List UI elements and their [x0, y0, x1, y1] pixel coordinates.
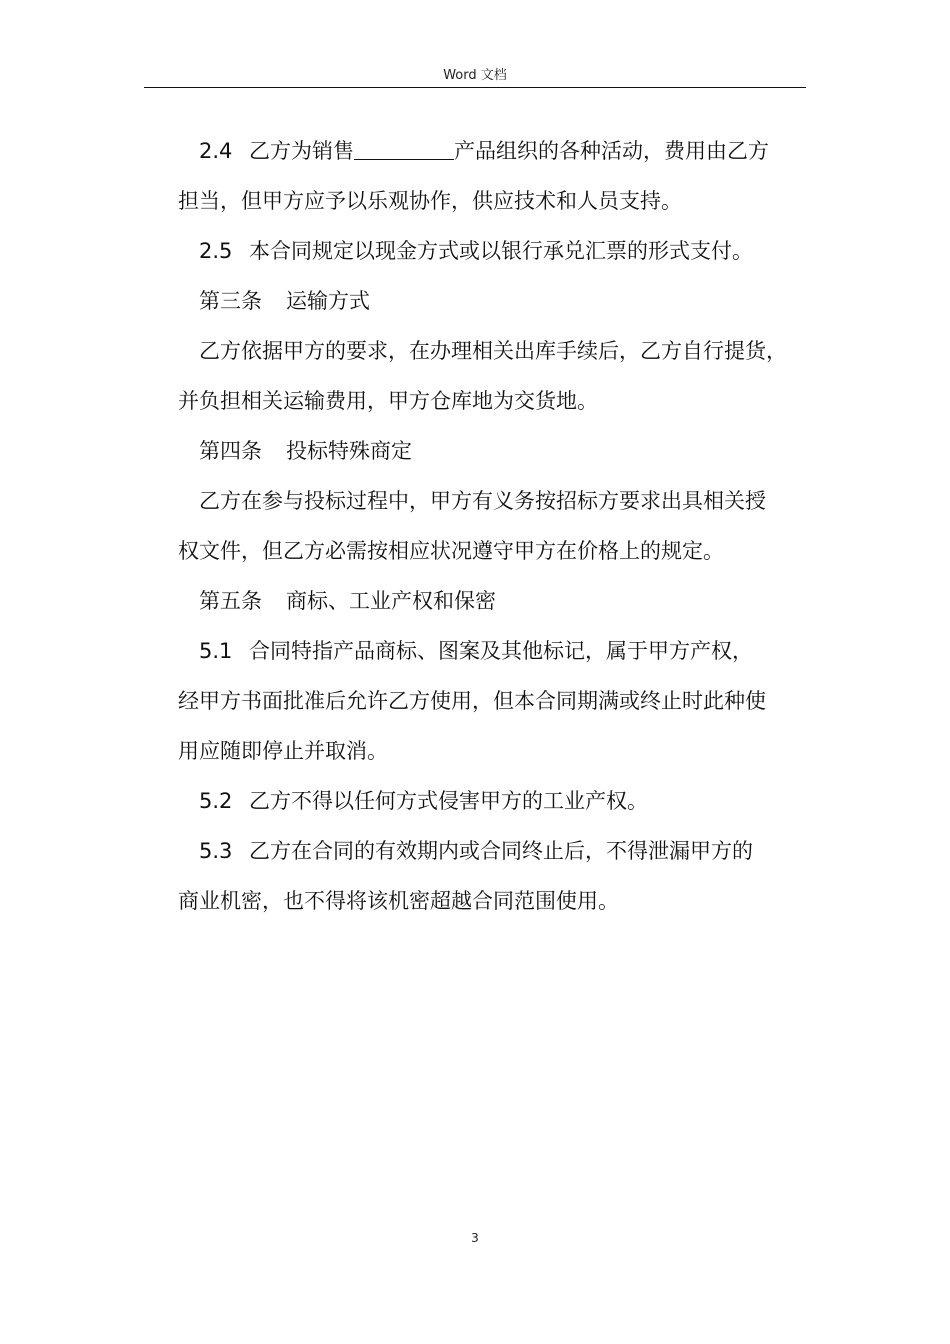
article-label: 第三条 — [199, 289, 262, 313]
page-header: Word 文档 — [443, 68, 507, 83]
clause-5-1-cont1: 经甲方书面批准后允许乙方使用，但本合同期满或终止时此种使 — [178, 689, 766, 713]
article-label: 第五条 — [199, 589, 262, 613]
clause-2-4 — [178, 126, 818, 176]
article-3-body-line2: 并负担相关运输费用，甲方仓库地为交货地。 — [178, 389, 598, 413]
clause-5-3-cont: 商业机密，也不得将该机密超越合同范围使用。 — [178, 889, 619, 913]
clause-number: 2.4 — [199, 139, 233, 163]
clause-5-1-cont2: 用应随即停止并取消。 — [178, 739, 388, 763]
article-4-body-line2: 权文件，但乙方必需按相应状况遵守甲方在价格上的规定。 — [178, 539, 724, 563]
clause-5-2 — [178, 776, 818, 826]
clause-5-3 — [178, 826, 818, 876]
document-body — [178, 126, 818, 926]
article-title: 商标、工业产权和保密 — [286, 589, 496, 613]
clause-2-4-cont: 担当，但甲方应予以乐观协作，供应技术和人员支持。 — [178, 189, 682, 213]
clause-text: 本合同规定以现金方式或以银行承兑汇票的形式支付。 — [249, 239, 753, 263]
clause-number: 5.3 — [199, 839, 233, 863]
article-4-body-line1: 乙方在参与投标过程中，甲方有义务按招标方要求出具相关授 — [199, 489, 766, 513]
article-3-heading — [178, 276, 818, 326]
clause-2-5 — [178, 226, 818, 276]
clause-text: 产品组织的各种活动，费用由乙方 — [454, 139, 769, 163]
article-title: 运输方式 — [286, 289, 370, 313]
page-number: 3 — [471, 1231, 479, 1245]
fill-in-blank — [354, 137, 454, 160]
article-title: 投标特殊商定 — [286, 439, 412, 463]
clause-number: 5.1 — [199, 639, 233, 663]
article-4-heading — [178, 426, 818, 476]
article-label: 第四条 — [199, 439, 262, 463]
clause-number: 5.2 — [199, 789, 233, 813]
clause-text: 乙方不得以任何方式侵害甲方的工业产权。 — [249, 789, 648, 813]
clause-number: 2.5 — [199, 239, 233, 263]
article-3-body-line1: 乙方依据甲方的要求，在办理相关出库手续后，乙方自行提货， — [199, 339, 787, 363]
clause-text: 乙方在合同的有效期内或合同终止后，不得泄漏甲方的 — [249, 839, 753, 863]
article-5-heading — [178, 576, 818, 626]
clause-text: 合同特指产品商标、图案及其他标记，属于甲方产权， — [249, 639, 753, 663]
clause-5-1 — [178, 626, 818, 676]
header-rule — [144, 87, 806, 88]
clause-text: 乙方为销售 — [249, 139, 354, 163]
